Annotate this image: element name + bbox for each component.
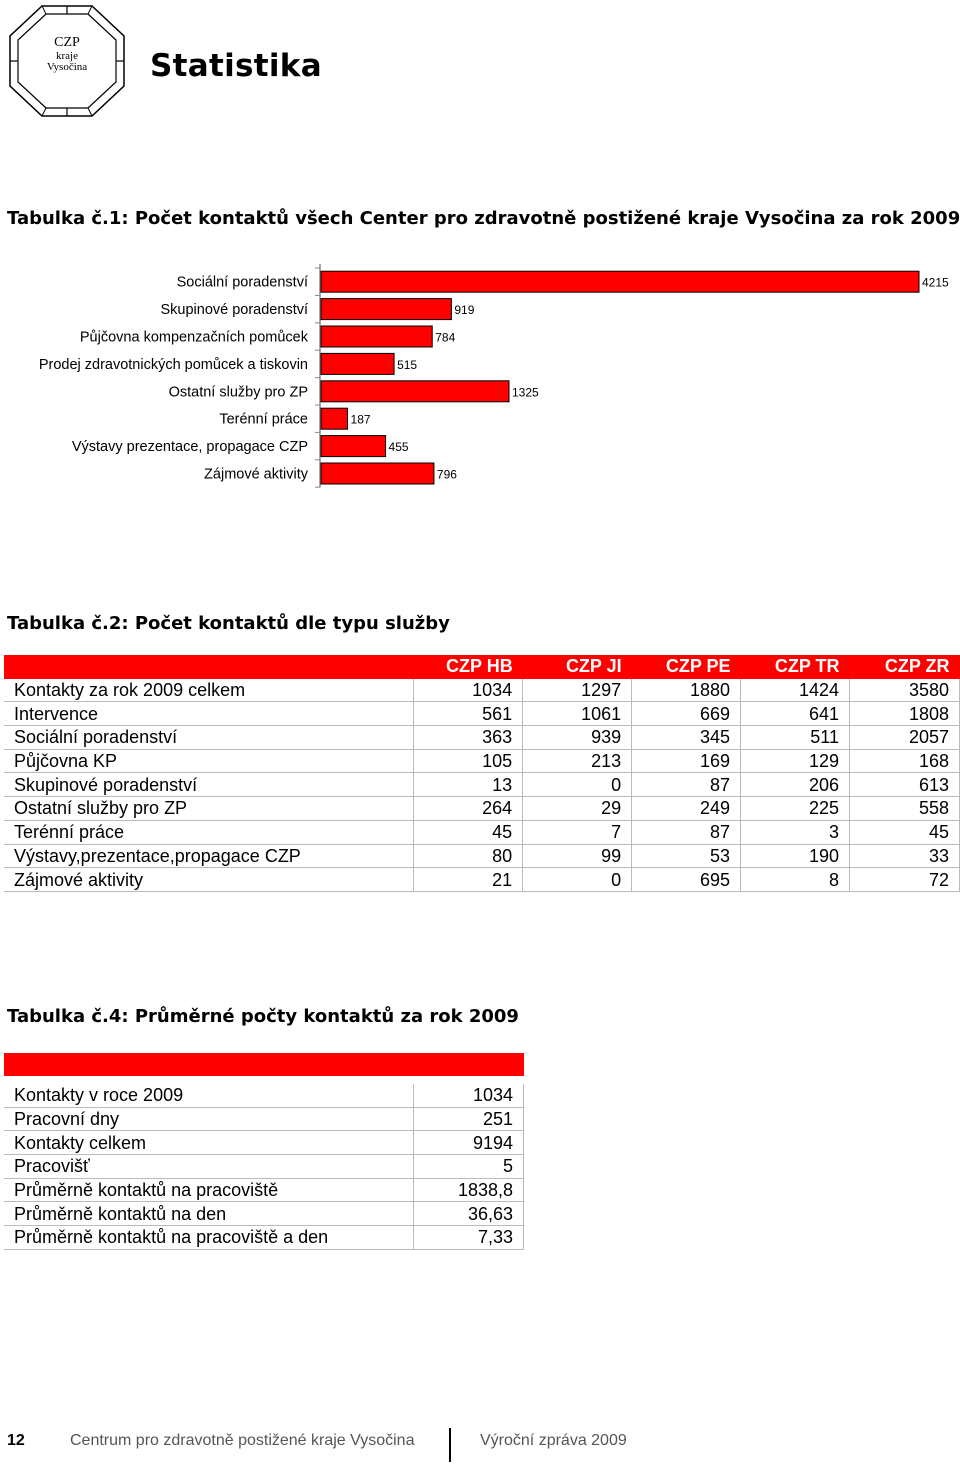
cell-value: 80 — [414, 844, 523, 868]
cell-value: 169 — [632, 749, 741, 773]
table-row — [4, 1084, 524, 1107]
chart-category-label: Ostatní služby pro ZP — [168, 384, 308, 401]
chart-bar — [321, 436, 386, 457]
table4-header-cell — [4, 1053, 414, 1076]
cell-value: 13 — [414, 773, 523, 797]
row-label: Pracovišť — [4, 1155, 414, 1179]
cell-value: 21 — [414, 868, 523, 892]
table2-header-empty — [4, 655, 414, 678]
row-label: Pracovní dny — [4, 1107, 414, 1131]
cell-value: 3580 — [850, 678, 960, 702]
cell-value: 695 — [632, 868, 741, 892]
table-row — [4, 868, 960, 892]
table4-header-row — [4, 1053, 524, 1076]
cell-value: 8 — [741, 868, 850, 892]
table1-heading: Tabulka č.1: Počet kontaktů všech Center pro zdravotně postižené kraje Vysočina za rok 2009 — [7, 208, 960, 229]
cell-value: 2057 — [850, 726, 960, 750]
cell-value: 0 — [523, 773, 632, 797]
table-row — [4, 726, 960, 750]
logo-line-2: kraje — [56, 49, 78, 62]
chart-bar — [321, 353, 394, 374]
row-label: Průměrně kontaktů na den — [4, 1202, 414, 1226]
cell-value: 1838,8 — [414, 1178, 524, 1202]
cell-value: 558 — [850, 797, 960, 821]
table-row — [4, 773, 960, 797]
page-number: 12 — [7, 1432, 25, 1449]
table-row — [4, 1178, 524, 1202]
row-label: Průměrně kontaktů na pracoviště — [4, 1178, 414, 1202]
chart-category-label: Půjčovna kompenzačních pomůcek — [79, 329, 308, 346]
row-label: Sociální poradenství — [4, 726, 414, 750]
cell-value: 641 — [741, 702, 850, 726]
cell-value: 561 — [414, 702, 523, 726]
page-title: Statistika — [150, 48, 322, 84]
average-contacts-table — [4, 1053, 524, 1250]
cell-value: 249 — [632, 797, 741, 821]
row-label: Kontakty v roce 2009 — [4, 1084, 414, 1107]
chart-bar — [321, 408, 348, 429]
table-row — [4, 844, 960, 868]
cell-value: 36,63 — [414, 1202, 524, 1226]
chart-bar — [321, 271, 919, 292]
cell-value: 45 — [850, 820, 960, 844]
chart-bar — [321, 381, 509, 402]
chart-bar — [321, 299, 451, 320]
logo-line-3: Vysočina — [46, 61, 88, 74]
table4-header-cell — [414, 1053, 524, 1076]
contacts-by-service-table — [4, 655, 960, 892]
cell-value: 251 — [414, 1107, 524, 1131]
table2-col-czp-ji: CZP JI — [523, 655, 632, 678]
cell-value: 669 — [632, 702, 741, 726]
table-row — [4, 702, 960, 726]
row-label: Intervence — [4, 702, 414, 726]
table-row — [4, 1155, 524, 1179]
chart-category-label: Zájmové aktivity — [204, 466, 308, 483]
table4-heading: Tabulka č.4: Průměrné počty kontaktů za rok 2009 — [7, 1006, 519, 1027]
row-label: Zájmové aktivity — [4, 868, 414, 892]
table-row — [4, 820, 960, 844]
cell-value: 45 — [414, 820, 523, 844]
chart-data-label: 515 — [397, 357, 418, 372]
table-row — [4, 1107, 524, 1131]
cell-value: 213 — [523, 749, 632, 773]
logo-line-1: CZP — [54, 35, 80, 50]
bar-chart — [0, 262, 960, 494]
cell-value: 264 — [414, 797, 523, 821]
cell-value: 190 — [741, 844, 850, 868]
table4-spacer — [4, 1076, 524, 1085]
chart-data-label: 796 — [436, 467, 457, 482]
chart-data-label: 4215 — [922, 275, 949, 290]
footer-report-title: Výroční zpráva 2009 — [480, 1432, 627, 1449]
row-label: Terénní práce — [4, 820, 414, 844]
cell-value: 225 — [741, 797, 850, 821]
chart-data-label: 187 — [350, 412, 371, 427]
cell-value: 33 — [850, 844, 960, 868]
chart-bar — [321, 463, 434, 484]
table-row — [4, 1226, 524, 1250]
cell-value: 1034 — [414, 678, 523, 702]
row-label: Kontakty celkem — [4, 1131, 414, 1155]
cell-value: 87 — [632, 820, 741, 844]
row-label: Průměrně kontaktů na pracoviště a den — [4, 1226, 414, 1250]
cell-value: 1297 — [523, 678, 632, 702]
table2-col-czp-hb: CZP HB — [414, 655, 523, 678]
table2-header-row — [4, 655, 960, 678]
cell-value: 1880 — [632, 678, 741, 702]
chart-data-label: 784 — [435, 330, 456, 345]
table-row — [4, 749, 960, 773]
table-row — [4, 797, 960, 821]
cell-value: 7,33 — [414, 1226, 524, 1250]
row-label: Ostatní služby pro ZP — [4, 797, 414, 821]
cell-value: 206 — [741, 773, 850, 797]
table2-col-czp-pe: CZP PE — [632, 655, 741, 678]
row-label: Výstavy,prezentace,propagace CZP — [4, 844, 414, 868]
chart-data-label: 919 — [454, 303, 475, 318]
cell-value: 168 — [850, 749, 960, 773]
cell-value: 29 — [523, 797, 632, 821]
cell-value: 363 — [414, 726, 523, 750]
cell-value: 939 — [523, 726, 632, 750]
chart-category-label: Terénní práce — [219, 411, 308, 428]
cell-value: 9194 — [414, 1131, 524, 1155]
table2-heading: Tabulka č.2: Počet kontaktů dle typu služby — [7, 613, 450, 634]
cell-value: 53 — [632, 844, 741, 868]
chart-category-label: Skupinové poradenství — [160, 302, 308, 319]
cell-value: 3 — [741, 820, 850, 844]
cell-value: 87 — [632, 773, 741, 797]
chart-category-label: Sociální poradenství — [176, 274, 308, 291]
cell-value: 7 — [523, 820, 632, 844]
table2-col-czp-zr: CZP ZR — [850, 655, 960, 678]
table-row — [4, 1202, 524, 1226]
row-label: Skupinové poradenství — [4, 773, 414, 797]
cell-value: 1061 — [523, 702, 632, 726]
table-row — [4, 678, 960, 702]
table2-col-czp-tr: CZP TR — [741, 655, 850, 678]
cell-value: 5 — [414, 1155, 524, 1179]
chart-data-label: 455 — [388, 440, 409, 455]
cell-value: 72 — [850, 868, 960, 892]
cell-value: 1424 — [741, 678, 850, 702]
chart-category-label: Prodej zdravotnických pomůcek a tiskovin — [38, 356, 308, 373]
chart-data-label: 1325 — [511, 385, 539, 400]
cell-value: 0 — [523, 868, 632, 892]
row-label: Kontakty za rok 2009 celkem — [4, 678, 414, 702]
footer-divider — [449, 1428, 451, 1462]
chart-category-label: Výstavy prezentace, propagace CZP — [71, 439, 308, 456]
row-label: Půjčovna KP — [4, 749, 414, 773]
cell-value: 511 — [741, 726, 850, 750]
table-row — [4, 1131, 524, 1155]
cell-value: 1034 — [414, 1084, 524, 1107]
cell-value: 1808 — [850, 702, 960, 726]
cell-value: 345 — [632, 726, 741, 750]
logo-text — [8, 36, 126, 74]
cell-value: 99 — [523, 844, 632, 868]
cell-value: 129 — [741, 749, 850, 773]
chart-bar — [321, 326, 432, 347]
cell-value: 105 — [414, 749, 523, 773]
cell-value: 613 — [850, 773, 960, 797]
footer-organization: Centrum pro zdravotně postižené kraje Vysočina — [70, 1432, 415, 1449]
